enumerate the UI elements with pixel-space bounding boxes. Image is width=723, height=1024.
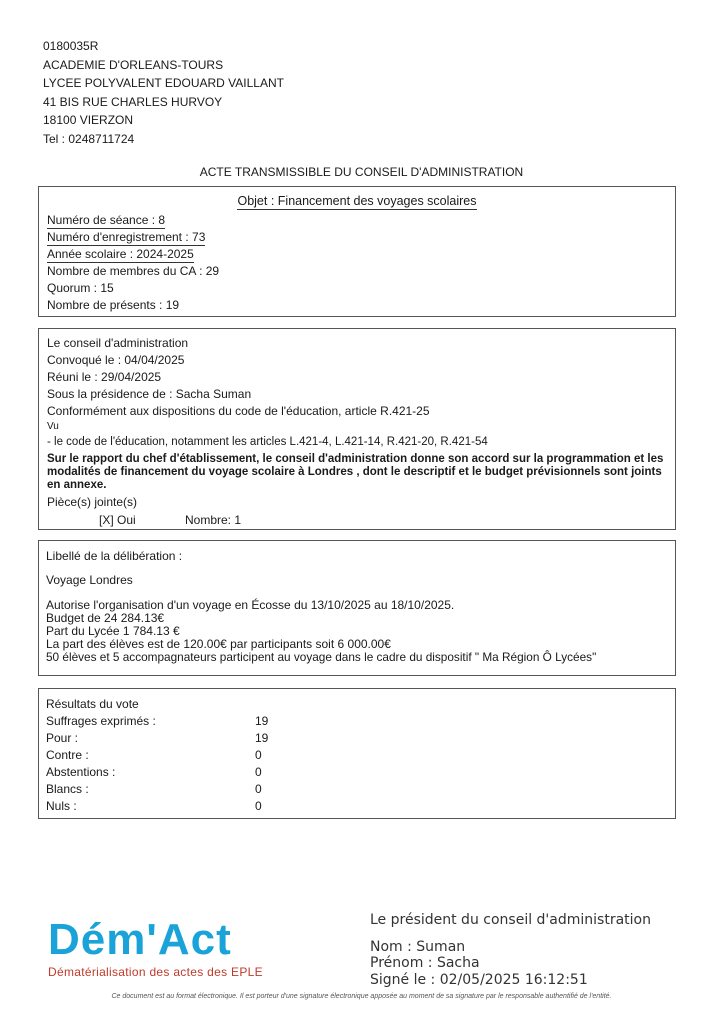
registration-number: Numéro d'enregistrement : 73 <box>47 230 206 244</box>
vote-label: Contre : <box>46 748 89 762</box>
document-title: ACTE TRANSMISSIBLE DU CONSEIL D'ADMINISTRATION <box>199 165 524 179</box>
deliberation-label: Libellé de la délibération : <box>46 549 183 563</box>
attachments-count: Nombre: 1 <box>185 513 242 527</box>
vote-value: 0 <box>255 765 262 779</box>
conseil-title: Le conseil d'administration <box>47 336 189 350</box>
vote-box <box>38 688 676 819</box>
footer-note: Ce document est au format électronique. Il est porteur d'une signature électronique apposée au moment de sa signature par le responsable authentifié de l'entité. <box>111 993 612 1000</box>
meeting-date: Réuni le : 29/04/2025 <box>47 370 162 384</box>
attachments-label: Pièce(s) jointe(s) <box>47 495 138 509</box>
conseil-box <box>38 328 676 530</box>
vote-value: 0 <box>255 799 262 813</box>
signer-firstname: Prénom : Sacha <box>370 955 480 971</box>
vote-label: Abstentions : <box>46 765 116 779</box>
vote-label: Nuls : <box>46 799 77 813</box>
lycee-name: LYCEE POLYVALENT EDOUARD VAILLANT <box>43 76 284 90</box>
vu-label: Vu <box>47 421 59 432</box>
deliberation-box <box>38 540 676 676</box>
deliberation-subject: Voyage Londres <box>46 573 133 587</box>
deliberation-line-2: Budget de 24 284.13€ <box>46 611 165 625</box>
school-year: Année scolaire : 2024-2025 <box>47 247 194 261</box>
logo-wordmark: Dém'Act <box>48 915 232 964</box>
attachments-yes: [X] Oui <box>99 513 136 527</box>
vote-label: Suffrages exprimés : <box>46 714 156 728</box>
rapport-text: Sur le rapport du chef d'établissement, le conseil d'administration donne son accord sur la programmation et les modalités de financement du voyage scolaire à Londres , dont le descriptif et le budget prévisionnels sont joints en annexe. <box>47 453 664 491</box>
quorum: Quorum : 15 <box>47 281 114 295</box>
signer-name: Nom : Suman <box>370 938 466 955</box>
present-count: Nombre de présents : 19 <box>47 298 180 312</box>
establishment-header <box>43 37 284 148</box>
deliberation-line-5: 50 élèves et 5 accompagnateurs participent au voyage dans le cadre du dispositif " Ma Région Ô Lycées" <box>46 650 597 664</box>
establishment-code: 0180035R <box>43 39 99 53</box>
seance-number: Numéro de séance : 8 <box>47 213 166 227</box>
presidency: Sous la présidence de : Sacha Suman <box>47 387 252 401</box>
deliberation-line-4: La part des élèves est de 120.00€ par participants soit 6 000.00€ <box>46 637 391 651</box>
deliberation-line-3: Part du Lycée 1 784.13 € <box>46 624 180 638</box>
vote-value: 0 <box>255 748 262 762</box>
academie-name: ACADEMIE D'ORLEANS-TOURS <box>43 57 224 72</box>
signature-title: Le président du conseil d'administration <box>370 912 651 928</box>
vu-item: - le code de l'éducation, notamment les articles L.421-4, L.421-14, R.421-20, R.421-54 <box>47 436 488 448</box>
vote-value: 0 <box>255 782 262 796</box>
conformity-text: Conformément aux dispositions du code de l'éducation, article R.421-25 <box>47 404 430 418</box>
address-line: 41 BIS RUE CHARLES HURVOY <box>43 94 223 109</box>
convocation-date: Convoqué le : 04/04/2025 <box>47 353 185 367</box>
deliberation-line-1: Autorise l'organisation d'un voyage en Écosse du 13/10/2025 au 18/10/2025. <box>46 598 455 612</box>
telephone-line: Tel : 0248711724 <box>43 131 135 146</box>
signature-block <box>370 912 651 988</box>
vote-label: Blancs : <box>46 782 89 796</box>
objet-heading: Objet : Financement des voyages scolaires <box>237 194 477 208</box>
objet-box <box>38 186 676 317</box>
vote-label: Pour : <box>46 731 79 745</box>
demact-logo <box>48 917 263 979</box>
vote-value: 19 <box>255 714 269 728</box>
logo-tagline: Dématérialisation des actes des EPLE <box>48 965 263 979</box>
members-count: Nombre de membres du CA : 29 <box>47 264 220 278</box>
city-line: 18100 VIERZON <box>43 113 134 127</box>
signature-date: Signé le : 02/05/2025 16:12:51 <box>370 971 588 988</box>
vote-value: 19 <box>255 731 269 745</box>
vote-title: Résultats du vote <box>46 697 139 711</box>
